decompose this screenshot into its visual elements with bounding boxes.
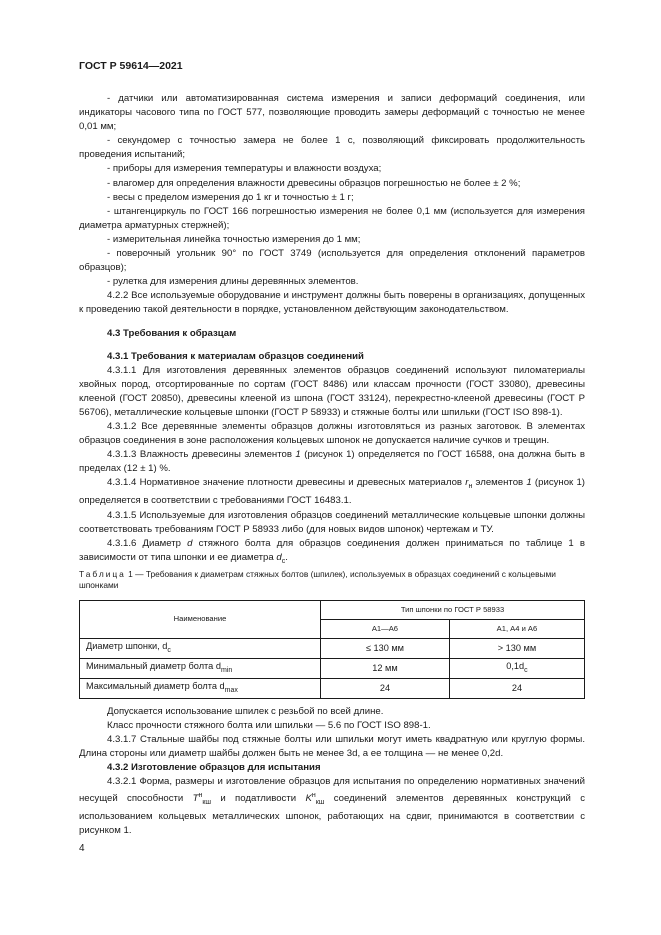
paragraph-4-3-1-6: 4.3.1.6 Диаметр d стяжного болта для образцов соединения должен приниматься по таблице 1 в зависимости от типа шпонки и ее диаметра $d_c$. — [79, 537, 585, 565]
subsection-heading: 4.3.2 Изготовление образцов для испытания — [107, 761, 321, 773]
note-threads: Допускается использование шпилек с резьбой по всей длине. — [107, 705, 384, 717]
table-row: Максимальный диаметр болта $d_{max}$ 24 24 — [80, 678, 585, 698]
paragraph-4-2-2: 4.2.2 Все используемые оборудование и инструмент должны быть поверены в организациях, допущенных к проведению такой деятельности в порядке, установленном действующим законодательством. — [79, 290, 585, 316]
document-body — [79, 92, 585, 839]
table-header-name: Наименование — [80, 600, 321, 638]
paragraph-4-3-2-1: 4.3.2.1 Форма, размеры и изготовление образцов для испытания по определению нормативных значений несущей способности $T^н_{кш}$ и податливости $K^н_{кш}$ соединений элементов деревянных конструкций с использованием кольцевых металлических шпонок, работающих на сдвиг, принимаются в соответствии с рисунком 1. — [79, 776, 585, 837]
paragraph-4-3-1-3: 4.3.1.3 Влажность древесины элементов 1 (рисунок 1) определяется по ГОСТ 16588, она должна быть в пределах (12 ± 1) %. — [79, 449, 585, 475]
list-item: - приборы для измерения температуры и влажности воздуха; — [107, 163, 382, 175]
table-row: Диаметр шпонки, $d_c$ ≤ 130 мм > 130 мм — [80, 638, 585, 658]
table-header-group: Тип шпонки по ГОСТ Р 58933 — [321, 600, 585, 619]
table-header-a: А1—А6 — [321, 619, 450, 638]
list-item: - влагомер для определения влажности древесины образцов погрешностью не более ± 2 %; — [107, 177, 521, 189]
paragraph-4-3-1-2: 4.3.1.2 Все деревянные элементы образцов должны изготовляться из разных заготовок. В элементах образцов соединения в зоне расположения кольцевых шпонок не допускается наличие сучков и трещин. — [79, 421, 585, 447]
list-item: - секундомер с точностью замера не более 1 с, позволяющий фиксировать продолжительность проведения испытаний; — [79, 135, 585, 161]
paragraph-4-3-1-4: 4.3.1.4 Нормативное значение плотности древесины и древесных материалов $r_н$ элементов 1 (рисунок 1) определяется в соответствии с требованиями ГОСТ 16483.1. — [79, 477, 586, 507]
list-item: - штангенциркуль по ГОСТ 166 погрешностью измерения не более 0,1 мм (используется для измерения диаметра арматурных стержней); — [79, 205, 585, 231]
paragraph-4-3-1-5: 4.3.1.5 Используемые для изготовления образцов соединений металлические кольцевые шпонки должны соответствовать требованиям ГОСТ Р 58933 либо (для новых видов шпонок) чертежам и ТУ. — [79, 509, 585, 535]
bolt-diameter-table — [79, 600, 585, 699]
standard-header: ГОСТ Р 59614—2021 — [79, 60, 183, 72]
section-heading: 4.3 Требования к образцам — [107, 327, 237, 339]
list-item: - весы с пределом измерения до 1 кг и точностью ± 1 г; — [107, 191, 354, 203]
table-header-b: А1, А4 и А6 — [449, 619, 584, 638]
list-item: - измерительная линейка точностью измерения до 1 мм; — [107, 233, 361, 245]
note-strength-class: Класс прочности стяжного болта или шпильки — 5.6 по ГОСТ ISO 898-1. — [107, 719, 431, 731]
page-number: 4 — [79, 843, 85, 854]
table-row: Минимальный диаметр болта $d_{min}$ 12 мм $0,1d_c$ — [80, 658, 585, 678]
list-item: - поверочный угольник 90° по ГОСТ 3749 (используется для определения отклонений параметров образцов); — [79, 248, 585, 274]
paragraph-4-3-1-1: 4.3.1.1 Для изготовления деревянных элементов образцов соединений используют пиломатериалы хвойных пород, отсортированные по сортам (ГОСТ 8486) или классам прочности (ГОСТ 33080), древесины клееной (ГОСТ 20850), древесины клееной из шпона (ГОСТ 33124), перекрестно-клееной древесины (ГОСТ Р 56706), металлические кольцевые шпонки (ГОСТ Р 58933) и стяжные болты или шпильки (ГОСТ ISO 898-1). — [79, 364, 585, 418]
list-item: - рулетка для измерения длины деревянных элементов. — [107, 276, 359, 288]
list-item: - датчики или автоматизированная система измерения и записи деформаций соединения, или индикаторы часового типа по ГОСТ 577, позволяющие проводить замеры деформаций с точностью не менее 0,01 мм; — [79, 93, 585, 133]
paragraph-4-3-1-7: 4.3.1.7 Стальные шайбы под стяжные болты или шпильки могут иметь квадратную или круглую формы. Длина стороны или диаметр шайбы должен быть не менее 3d, а ее толщина — не менее 0,2d. — [79, 733, 585, 759]
table-caption: Таблица 1 — Требования к диаметрам стяжных болтов (шпилек), используемых в образцах соединений с кольцевыми шпонками — [79, 568, 556, 591]
subsection-heading: 4.3.1 Требования к материалам образцов соединений — [107, 350, 364, 362]
